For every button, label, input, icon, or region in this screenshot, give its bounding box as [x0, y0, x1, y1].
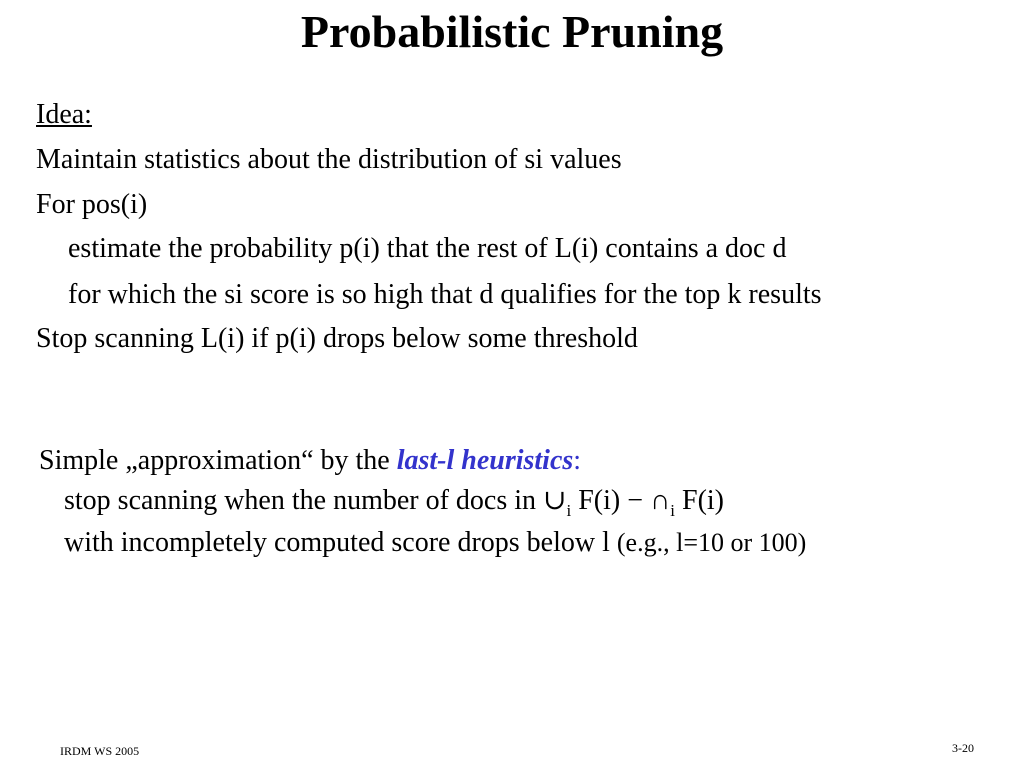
footer-page-number: 3-20 — [952, 741, 974, 755]
intersect-subscript: i — [670, 501, 675, 520]
approx-stop-text: stop scanning when the number of docs in — [64, 485, 544, 516]
approx-score-line — [64, 526, 806, 560]
idea-line-1: Maintain statistics about the distribution of si values — [36, 144, 622, 175]
approx-intro-line — [39, 444, 581, 478]
last-l-heuristics-emphasis: last-l heuristics — [396, 445, 574, 476]
approx-score-text: with incompletely computed score drops below l — [64, 527, 617, 558]
approx-stop-text-mid: F(i) − — [571, 485, 651, 516]
idea-line-2: For pos(i) — [36, 189, 148, 220]
idea-line-3: estimate the probability p(i) that the rest of L(i) contains a doc d — [68, 233, 787, 264]
union-symbol: ∪ — [543, 485, 567, 516]
footer-course-label: IRDM WS 2005 — [60, 744, 140, 758]
approx-score-example: (e.g., l=10 or 100) — [616, 528, 807, 557]
idea-line-5: Stop scanning L(i) if p(i) drops below some threshold — [36, 323, 638, 354]
slide-title: Probabilistic Pruning — [300, 6, 724, 57]
idea-heading: Idea: — [36, 99, 92, 130]
intersect-symbol: ∩ — [650, 485, 671, 516]
union-subscript: i — [566, 501, 572, 520]
idea-line-4: for which the si score is so high that d qualifies for the top k results — [68, 279, 822, 310]
approx-colon: : — [573, 445, 582, 476]
approx-intro-text: Simple „approximation“ by the — [39, 445, 397, 476]
approx-stop-line — [64, 484, 724, 521]
approx-stop-text-end: F(i) — [675, 485, 724, 516]
